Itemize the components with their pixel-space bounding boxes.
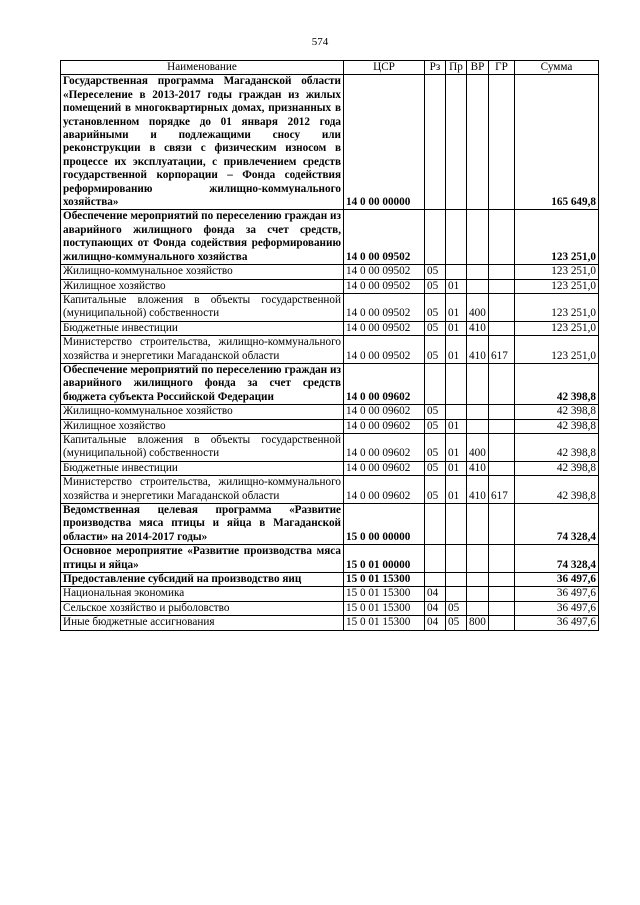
row-vr <box>467 587 489 601</box>
row-csr: 14 0 00 09602 <box>344 405 425 419</box>
table-header-row <box>61 61 599 75</box>
row-rz <box>425 545 446 573</box>
row-gr <box>489 293 515 321</box>
row-sum: 42 398,8 <box>515 461 599 475</box>
row-csr: 14 0 00 09602 <box>344 433 425 461</box>
row-csr: 15 0 01 15300 <box>344 601 425 615</box>
table-row <box>61 321 599 335</box>
row-rz: 05 <box>425 419 446 433</box>
row-gr <box>489 321 515 335</box>
row-rz: 05 <box>425 405 446 419</box>
row-rz: 05 <box>425 321 446 335</box>
row-vr: 410 <box>467 461 489 475</box>
row-pr <box>446 363 467 404</box>
row-pr: 01 <box>446 419 467 433</box>
row-csr: 15 0 01 15300 <box>344 616 425 630</box>
row-vr <box>467 210 489 265</box>
page-number: 574 <box>311 36 329 48</box>
row-vr <box>467 265 489 279</box>
row-rz <box>425 75 446 210</box>
row-csr: 14 0 00 09602 <box>344 419 425 433</box>
row-gr <box>489 573 515 587</box>
table-row <box>61 363 599 404</box>
row-name: Обеспечение мероприятий по переселению граждан из аварийного жилищного фонда за счет средств бюджета субъекта Российской Федерации <box>61 363 344 404</box>
row-pr <box>446 504 467 545</box>
row-pr: 01 <box>446 476 467 504</box>
row-rz <box>425 504 446 545</box>
row-name: Жилищное хозяйство <box>61 419 344 433</box>
row-sum: 36 497,6 <box>515 601 599 615</box>
row-sum: 42 398,8 <box>515 363 599 404</box>
table-row <box>61 476 599 504</box>
row-rz: 05 <box>425 293 446 321</box>
row-sum: 123 251,0 <box>515 293 599 321</box>
row-rz: 05 <box>425 265 446 279</box>
row-vr <box>467 419 489 433</box>
row-pr <box>446 75 467 210</box>
row-pr: 01 <box>446 321 467 335</box>
row-csr: 14 0 00 09502 <box>344 321 425 335</box>
row-gr <box>489 75 515 210</box>
table-row <box>61 461 599 475</box>
row-sum: 165 649,8 <box>515 75 599 210</box>
row-vr <box>467 279 489 293</box>
row-pr: 05 <box>446 616 467 630</box>
row-gr <box>489 504 515 545</box>
table-row <box>61 587 599 601</box>
row-gr: 617 <box>489 476 515 504</box>
row-pr: 01 <box>446 293 467 321</box>
row-pr: 01 <box>446 336 467 364</box>
header-gr: ГР <box>489 61 515 75</box>
header-rz: Рз <box>425 61 446 75</box>
row-gr: 617 <box>489 336 515 364</box>
row-vr <box>467 75 489 210</box>
row-pr: 01 <box>446 279 467 293</box>
row-vr: 410 <box>467 321 489 335</box>
row-sum: 123 251,0 <box>515 265 599 279</box>
row-gr <box>489 419 515 433</box>
row-vr <box>467 601 489 615</box>
row-gr <box>489 279 515 293</box>
table-row <box>61 405 599 419</box>
row-csr: 15 0 00 00000 <box>344 504 425 545</box>
row-rz: 05 <box>425 279 446 293</box>
row-name: Иные бюджетные ассигнования <box>61 616 344 630</box>
row-pr: 01 <box>446 461 467 475</box>
row-name: Министерство строительства, жилищно-коммунального хозяйства и энергетики Магаданской области <box>61 476 344 504</box>
row-csr: 14 0 00 09602 <box>344 363 425 404</box>
row-rz: 05 <box>425 433 446 461</box>
row-gr <box>489 433 515 461</box>
row-csr: 14 0 00 09502 <box>344 210 425 265</box>
row-sum: 74 328,4 <box>515 545 599 573</box>
table-row <box>61 419 599 433</box>
row-csr: 14 0 00 09502 <box>344 265 425 279</box>
row-name: Капитальные вложения в объекты государственной (муниципальной) собственности <box>61 433 344 461</box>
table-row <box>61 433 599 461</box>
row-sum: 36 497,6 <box>515 573 599 587</box>
row-rz: 05 <box>425 476 446 504</box>
row-vr <box>467 573 489 587</box>
row-gr <box>489 587 515 601</box>
row-csr: 14 0 00 09502 <box>344 336 425 364</box>
header-vr: ВР <box>467 61 489 75</box>
row-rz <box>425 363 446 404</box>
row-vr: 410 <box>467 336 489 364</box>
row-gr <box>489 601 515 615</box>
row-rz: 04 <box>425 601 446 615</box>
row-name: Государственная программа Магаданской области «Переселение в 2013-2017 годы граждан из жилых помещений в многоквартирных домах, признанных в установленном порядке до 01 января 2012 года аварийными и подлежащими сносу или реконструкции в связи с физическим износом в процессе их эксплуатации, с привлечением средств государственной корпорации – Фонда содействия реформированию жилищно-коммунального хозяйства» <box>61 75 344 210</box>
row-name: Бюджетные инвестиции <box>61 321 344 335</box>
budget-table <box>60 60 599 631</box>
row-vr: 410 <box>467 476 489 504</box>
table-row <box>61 336 599 364</box>
row-name: Бюджетные инвестиции <box>61 461 344 475</box>
row-vr <box>467 405 489 419</box>
row-csr: 15 0 01 00000 <box>344 545 425 573</box>
row-gr <box>489 210 515 265</box>
table-row <box>61 265 599 279</box>
row-vr <box>467 545 489 573</box>
table-row <box>61 573 599 587</box>
row-rz <box>425 573 446 587</box>
row-name: Национальная экономика <box>61 587 344 601</box>
row-pr <box>446 405 467 419</box>
row-pr <box>446 545 467 573</box>
row-sum: 74 328,4 <box>515 504 599 545</box>
header-name: Наименование <box>61 61 344 75</box>
row-sum: 36 497,6 <box>515 616 599 630</box>
row-pr <box>446 573 467 587</box>
row-sum: 123 251,0 <box>515 210 599 265</box>
row-pr <box>446 587 467 601</box>
row-vr: 400 <box>467 293 489 321</box>
row-csr: 15 0 01 15300 <box>344 587 425 601</box>
header-sum: Сумма <box>515 61 599 75</box>
row-gr <box>489 461 515 475</box>
row-gr <box>489 405 515 419</box>
row-csr: 15 0 01 15300 <box>344 573 425 587</box>
row-gr <box>489 545 515 573</box>
table-row <box>61 545 599 573</box>
table-row <box>61 601 599 615</box>
row-name: Ведомственная целевая программа «Развитие производства мяса птицы и яйца в Магаданской области» на 2014-2017 годы» <box>61 504 344 545</box>
row-csr: 14 0 00 00000 <box>344 75 425 210</box>
table-row <box>61 210 599 265</box>
row-gr <box>489 363 515 404</box>
row-name: Капитальные вложения в объекты государственной (муниципальной) собственности <box>61 293 344 321</box>
row-name: Жилищно-коммунальное хозяйство <box>61 265 344 279</box>
row-sum: 42 398,8 <box>515 476 599 504</box>
row-name: Предоставление субсидий на производство яиц <box>61 573 344 587</box>
row-sum: 123 251,0 <box>515 321 599 335</box>
row-sum: 123 251,0 <box>515 336 599 364</box>
row-name: Сельское хозяйство и рыболовство <box>61 601 344 615</box>
row-pr: 01 <box>446 433 467 461</box>
row-sum: 42 398,8 <box>515 419 599 433</box>
table-row <box>61 293 599 321</box>
row-name: Министерство строительства, жилищно-коммунального хозяйства и энергетики Магаданской области <box>61 336 344 364</box>
row-pr <box>446 265 467 279</box>
row-name: Основное мероприятие «Развитие производства мяса птицы и яйца» <box>61 545 344 573</box>
row-gr <box>489 265 515 279</box>
row-name: Обеспечение мероприятий по переселению граждан из аварийного жилищного фонда за счет средств, поступающих от Фонда содействия реформированию жилищно-коммунального хозяйства <box>61 210 344 265</box>
row-gr <box>489 616 515 630</box>
row-name: Жилищно-коммунальное хозяйство <box>61 405 344 419</box>
row-name: Жилищное хозяйство <box>61 279 344 293</box>
row-sum: 123 251,0 <box>515 279 599 293</box>
table-row <box>61 75 599 210</box>
row-rz <box>425 210 446 265</box>
table-row <box>61 616 599 630</box>
row-rz: 05 <box>425 461 446 475</box>
row-rz: 05 <box>425 336 446 364</box>
row-sum: 42 398,8 <box>515 405 599 419</box>
row-vr <box>467 363 489 404</box>
row-csr: 14 0 00 09502 <box>344 293 425 321</box>
header-csr: ЦСР <box>344 61 425 75</box>
table-row <box>61 279 599 293</box>
row-vr: 800 <box>467 616 489 630</box>
row-sum: 42 398,8 <box>515 433 599 461</box>
table-row <box>61 504 599 545</box>
row-vr: 400 <box>467 433 489 461</box>
row-sum: 36 497,6 <box>515 587 599 601</box>
row-csr: 14 0 00 09602 <box>344 476 425 504</box>
row-csr: 14 0 00 09502 <box>344 279 425 293</box>
row-pr <box>446 210 467 265</box>
row-rz: 04 <box>425 587 446 601</box>
row-csr: 14 0 00 09602 <box>344 461 425 475</box>
row-rz: 04 <box>425 616 446 630</box>
row-pr: 05 <box>446 601 467 615</box>
row-vr <box>467 504 489 545</box>
header-pr: Пр <box>446 61 467 75</box>
